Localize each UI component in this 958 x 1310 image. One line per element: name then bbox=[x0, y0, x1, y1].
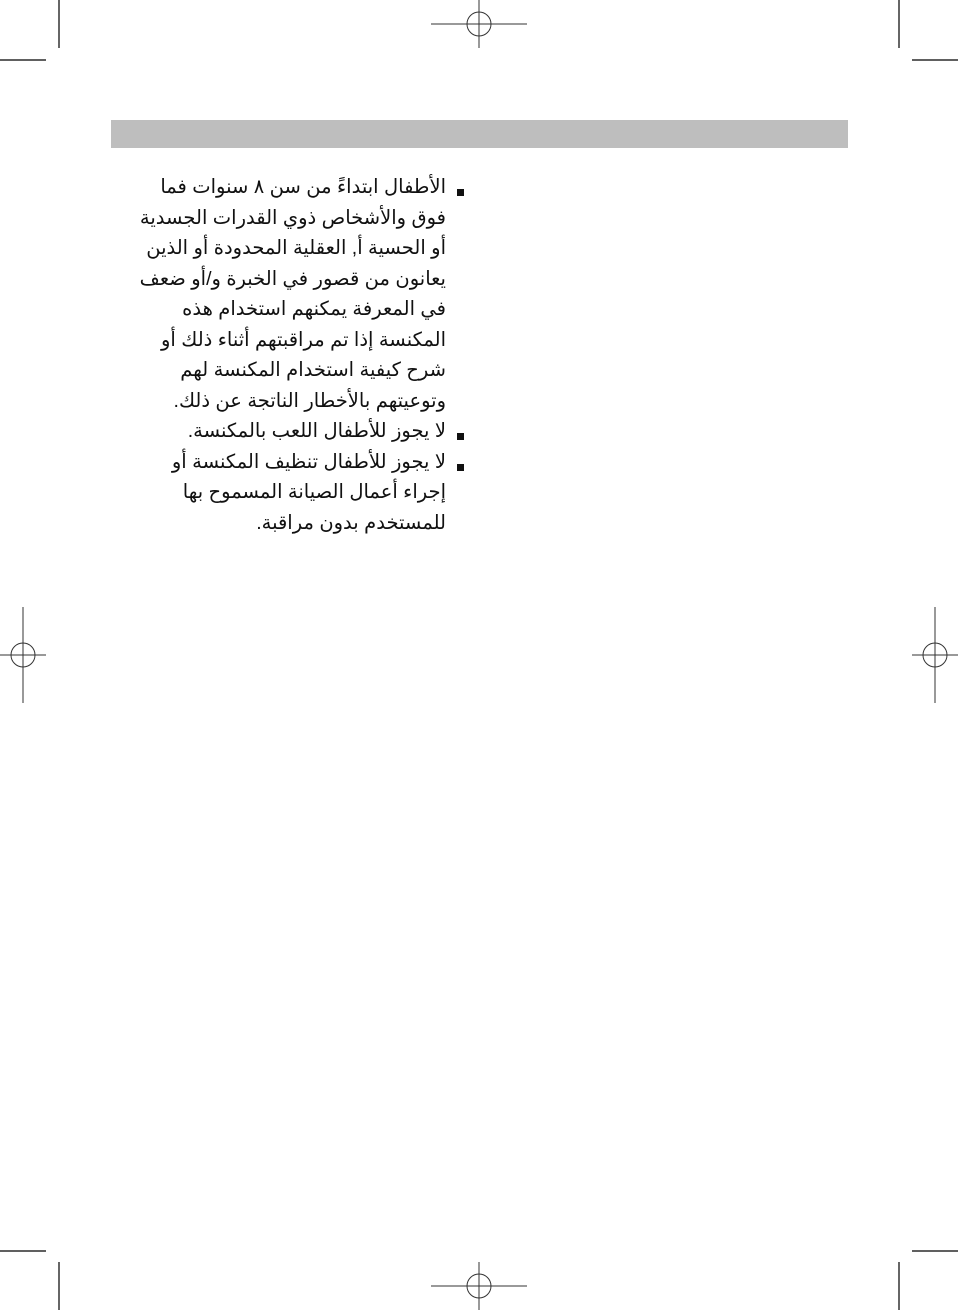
bullet-text: لا يجوز للأطفال تنظيف المكنسة أو إجراء أعمال الصيانة المسموح بها للمستخدم بدون مراقبة. bbox=[171, 450, 446, 534]
square-bullet-icon bbox=[457, 464, 464, 471]
safety-instructions bbox=[128, 172, 464, 538]
list-item bbox=[128, 172, 464, 416]
list-item bbox=[128, 447, 464, 539]
bullet-text: لا يجوز للأطفال اللعب بالمكنسة. bbox=[187, 420, 446, 442]
bullet-list bbox=[128, 172, 464, 538]
list-item bbox=[128, 416, 464, 447]
bullet-text: الأطفال ابتداءً من سن ٨ سنوات فما فوق والأشخاص ذوي القدرات الجسدية أو الحسية أ, العقلية المحدودة أو الذين يعانون من قصور في الخبرة و/أو ضعف في المعرفة يمكنهم استخدام هذه المكنسة إذا تم مراقبتهم أثناء ذلك أو شرح كيفية استخدام المكنسة لهم وتوعيتهم بالأخطار الناتجة عن ذلك. bbox=[139, 176, 446, 412]
square-bullet-icon bbox=[457, 189, 464, 196]
square-bullet-icon bbox=[457, 433, 464, 440]
section-header-bar bbox=[111, 120, 848, 148]
